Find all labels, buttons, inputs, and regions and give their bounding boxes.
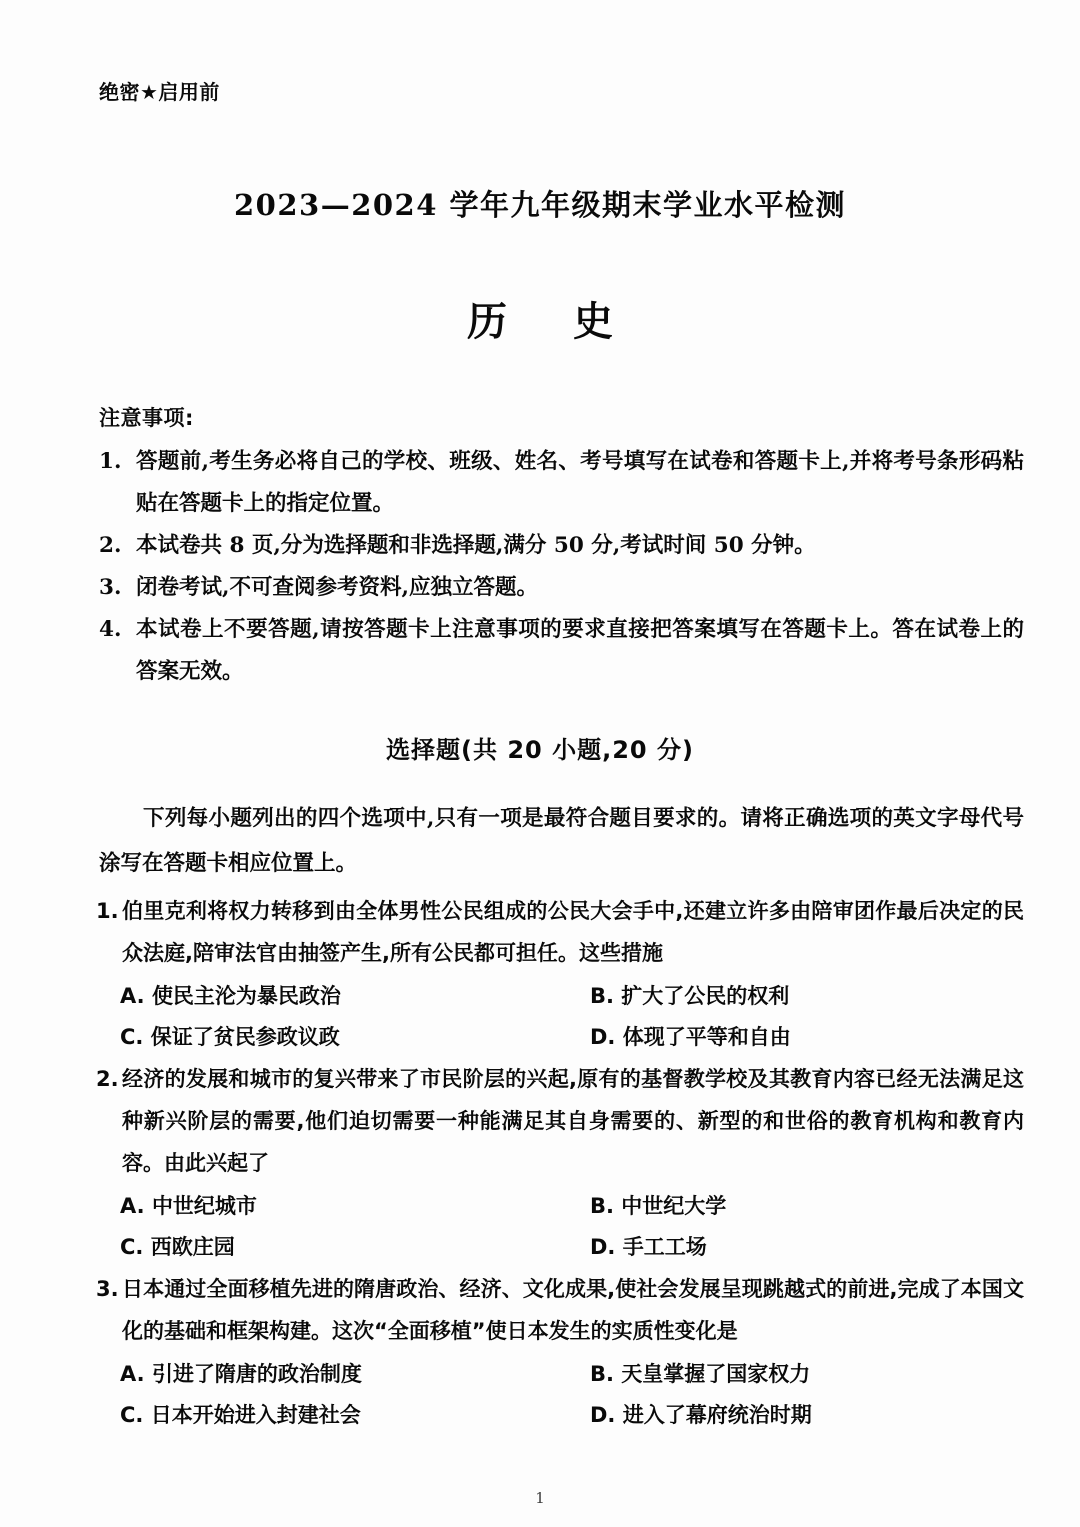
- question-stem-text: 伯里克利将权力转移到由全体男性公民组成的公民大会手中,还建立许多由陪审团作最后决定的民众法庭,陪审法官由抽签产生,所有公民都可担任。这些措施: [122, 899, 1024, 965]
- option-row: [96, 1354, 1024, 1395]
- question-item: [96, 890, 1024, 1058]
- option-a-label: A.: [120, 1194, 145, 1218]
- option-row: [96, 976, 1024, 1017]
- option-c-text: 西欧庄园: [150, 1235, 235, 1259]
- notice-item: [99, 609, 1024, 693]
- option-d-label: D.: [590, 1025, 616, 1049]
- option-d-text: 进入了幕府统治时期: [622, 1403, 812, 1427]
- notice-item-number: 4.: [99, 617, 122, 642]
- option-a-label: A.: [120, 1362, 145, 1386]
- option-b-label: B.: [590, 1362, 614, 1386]
- secrecy-notice: 绝密★启用前: [99, 80, 220, 104]
- option-c-label: C.: [120, 1403, 144, 1427]
- question-options: [96, 976, 1024, 1058]
- option-row: [96, 1395, 1024, 1436]
- question-stem: [96, 1268, 1024, 1352]
- notice-item: [99, 441, 1024, 525]
- notice-item-text: 闭卷考试,不可查阅参考资料,应独立答题。: [136, 575, 538, 600]
- option-a-text: 使民主沦为暴民政治: [151, 984, 341, 1008]
- question-stem: [96, 1058, 1024, 1184]
- question-number: 3.: [96, 1277, 119, 1301]
- option-d-label: D.: [590, 1235, 616, 1259]
- question-stem-text: 日本通过全面移植先进的隋唐政治、经济、文化成果,使社会发展呈现跳越式的前进,完成了本国文化的基础和框架构建。这次“全面移植”使日本发生的实质性变化是: [122, 1277, 1024, 1343]
- notice-item-text: 本试卷上不要答题,请按答题卡上注意事项的要求直接把答案填写在答题卡上。答在试卷上的答案无效。: [136, 617, 1024, 684]
- exam-title: 2023—2024 学年九年级期末学业水平检测: [233, 188, 847, 222]
- option-d-text: 体现了平等和自由: [622, 1025, 791, 1049]
- option-a[interactable]: [120, 976, 590, 1017]
- option-c-label: C.: [120, 1025, 144, 1049]
- notice-list: [99, 441, 1024, 693]
- option-c[interactable]: [120, 1017, 590, 1058]
- option-b[interactable]: [590, 1186, 1020, 1227]
- notice-item: [99, 567, 1024, 609]
- option-d-label: D.: [590, 1403, 616, 1427]
- option-b-text: 中世纪大学: [621, 1194, 727, 1218]
- notice-item: [99, 525, 1024, 567]
- page-number: 1: [535, 1489, 545, 1507]
- option-d[interactable]: [590, 1395, 1020, 1436]
- option-a[interactable]: [120, 1354, 590, 1395]
- option-a-text: 引进了隋唐的政治制度: [151, 1362, 362, 1386]
- option-c[interactable]: [120, 1227, 590, 1268]
- option-row: [96, 1017, 1024, 1058]
- notice-item-number: 1.: [99, 449, 122, 474]
- option-a-text: 中世纪城市: [151, 1194, 257, 1218]
- question-stem: [96, 890, 1024, 974]
- option-d-text: 手工工场: [622, 1235, 707, 1259]
- option-row: [96, 1227, 1024, 1268]
- option-a[interactable]: [120, 1186, 590, 1227]
- notice-item-text: 本试卷共 8 页,分为选择题和非选择题,满分 50 分,考试时间 50 分钟。: [136, 533, 816, 558]
- question-item: [96, 1268, 1024, 1436]
- question-options: [96, 1354, 1024, 1436]
- option-c[interactable]: [120, 1395, 590, 1436]
- option-c-text: 日本开始进入封建社会: [150, 1403, 361, 1427]
- option-b[interactable]: [590, 1354, 1020, 1395]
- option-b-label: B.: [590, 1194, 614, 1218]
- question-number: 2.: [96, 1067, 119, 1091]
- question-item: [96, 1058, 1024, 1268]
- option-b-text: 天皇掌握了国家权力: [621, 1362, 811, 1386]
- notice-heading: 注意事项:: [99, 406, 194, 430]
- option-b-text: 扩大了公民的权利: [621, 984, 790, 1008]
- option-b-label: B.: [590, 984, 614, 1008]
- option-c-text: 保证了贫民参政议政: [150, 1025, 340, 1049]
- option-d[interactable]: [590, 1017, 1020, 1058]
- notice-item-number: 3.: [99, 575, 122, 600]
- section-heading: 选择题(共 20 小题,20 分): [386, 736, 694, 764]
- option-b[interactable]: [590, 976, 1020, 1017]
- question-list: [96, 890, 1024, 1436]
- option-row: [96, 1186, 1024, 1227]
- notice-item-text: 答题前,考生务必将自己的学校、班级、姓名、考号填写在试卷和答题卡上,并将考号条形码粘贴在答题卡上的指定位置。: [136, 449, 1024, 516]
- option-a-label: A.: [120, 984, 145, 1008]
- notice-item-number: 2.: [99, 533, 122, 558]
- question-stem-text: 经济的发展和城市的复兴带来了市民阶层的兴起,原有的基督教学校及其教育内容已经无法满足这种新兴阶层的需要,他们迫切需要一种能满足其自身需要的、新型的和世俗的教育机构和教育内容。由此兴起了: [122, 1067, 1024, 1175]
- question-number: 1.: [96, 899, 119, 923]
- section-instruction: 下列每小题列出的四个选项中,只有一项是最符合题目要求的。请将正确选项的英文字母代号涂写在答题卡相应位置上。: [99, 806, 1024, 876]
- option-c-label: C.: [120, 1235, 144, 1259]
- subject-title: 历 史: [467, 298, 639, 345]
- option-d[interactable]: [590, 1227, 1020, 1268]
- question-options: [96, 1186, 1024, 1268]
